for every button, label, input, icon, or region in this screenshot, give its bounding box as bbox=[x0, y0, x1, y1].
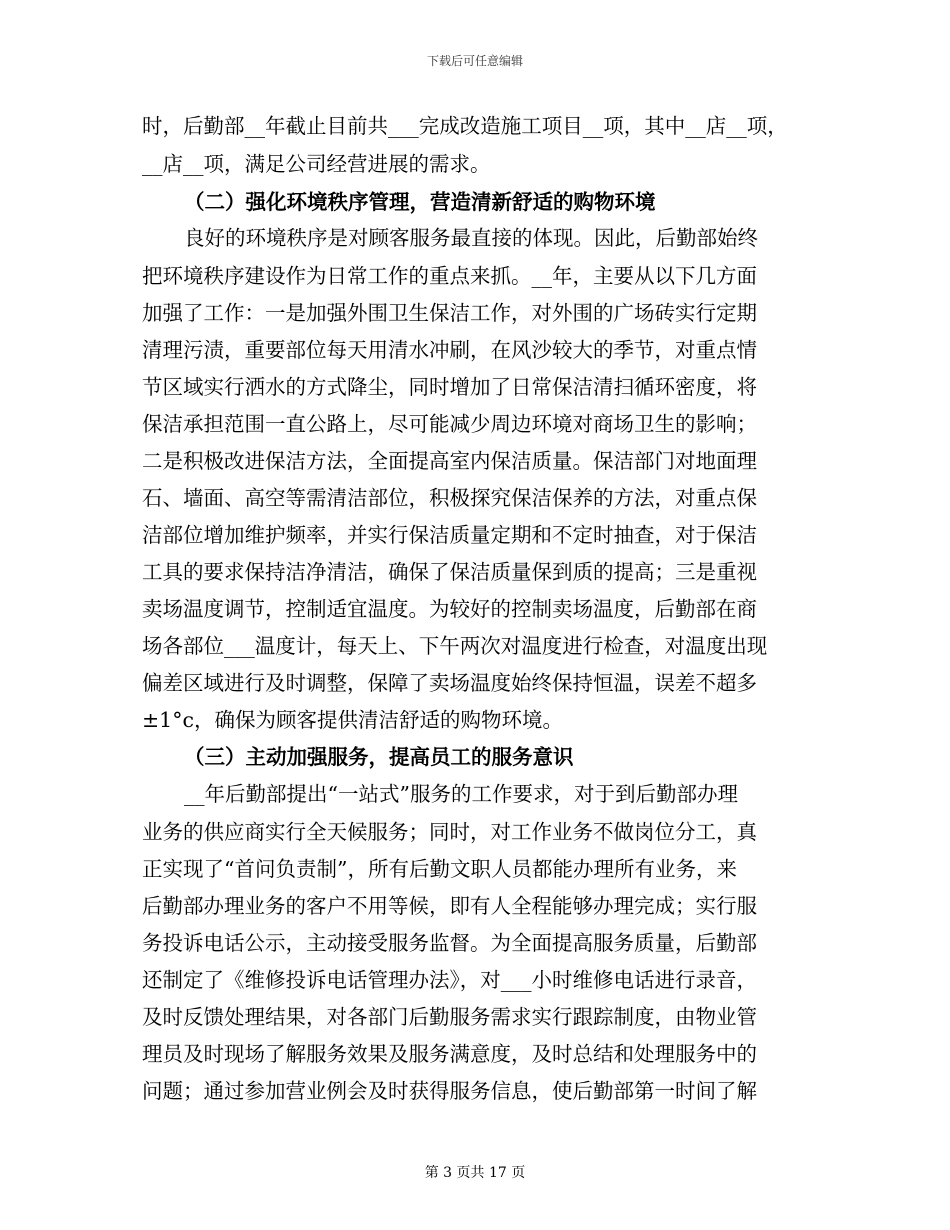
paragraph-line: 偏差区域进行及时调整，保障了卖场温度始终保持恒温，误差不超多 bbox=[142, 671, 757, 695]
section-heading: （三）主动加强服务，提高员工的服务意识 bbox=[184, 745, 574, 769]
paragraph-line: 卖场温度调节，控制适宜温度。为较好的控制卖场温度，后勤部在商 bbox=[142, 597, 757, 621]
paragraph-line: 时，后勤部__年截止目前共___完成改造施工项目__项，其中__店__项， bbox=[142, 114, 788, 138]
paragraph-line: 加强了工作：一是加强外围卫生保洁工作，对外围的广场砖实行定期 bbox=[142, 301, 757, 325]
paragraph-line: 还制定了《维修投诉电话管理办法》，对___小时维修电话进行录音， bbox=[142, 968, 757, 992]
paragraph-line: 节区域实行洒水的方式降尘，同时增加了日常保洁清扫循环密度，将 bbox=[142, 375, 757, 399]
paragraph-line: 二是积极改进保洁方法，全面提高室内保洁质量。保洁部门对地面理 bbox=[142, 449, 757, 473]
paragraph-line: 把环境秩序建设作为日常工作的重点来抓。__年，主要从以下几方面 bbox=[142, 264, 757, 288]
paragraph-line: 问题；通过参加营业例会及时获得服务信息，使后勤部第一时间了解 bbox=[142, 1079, 757, 1103]
paragraph-line: 工具的要求保持洁净清洁，确保了保洁质量保到质的提高；三是重视 bbox=[142, 560, 757, 584]
paragraph-line: 理员及时现场了解服务效果及服务满意度，及时总结和处理服务中的 bbox=[142, 1042, 757, 1066]
page-header-note: 下载后可任意编辑 bbox=[426, 54, 523, 68]
paragraph-line: __店__项，满足公司经营进展的需求。 bbox=[142, 152, 491, 176]
paragraph-line: 正实现了“首问负责制”，所有后勤文职人员都能办理所有业务，来 bbox=[142, 857, 737, 881]
paragraph-line: 场各部位___温度计，每天上、下午两次对温度进行检查，对温度出现 bbox=[142, 634, 768, 658]
paragraph-line: 清理污渍，重要部位每天用清水冲刷，在风沙较大的季节，对重点情 bbox=[142, 338, 757, 362]
paragraph-line: 石、墙面、高空等需清洁部位，积极探究保洁保养的方法，对重点保 bbox=[142, 486, 757, 510]
paragraph-line: __年后勤部提出“一站式”服务的工作要求，对于到后勤部办理 bbox=[184, 782, 738, 806]
paragraph-line: 洁部位增加维护频率，并实行保洁质量定期和不定时抽查，对于保洁 bbox=[142, 523, 757, 547]
paragraph-line: 良好的环境秩序是对顾客服务最直接的体现。因此，后勤部始终 bbox=[184, 226, 758, 250]
paragraph-line: 务投诉电话公示，主动接受服务监督。为全面提高服务质量，后勤部 bbox=[142, 931, 757, 955]
page-number: 第 3 页共 17 页 bbox=[424, 1165, 526, 1181]
paragraph-line: 及时反馈处理结果，对各部门后勤服务需求实行跟踪制度，由物业管 bbox=[142, 1005, 757, 1029]
paragraph-line: ±1°c，确保为顾客提供清洁舒适的购物环境。 bbox=[142, 708, 563, 732]
paragraph-line: 保洁承担范围一直公路上，尽可能减少周边环境对商场卫生的影响； bbox=[142, 412, 757, 436]
paragraph-line: 业务的供应商实行全天候服务；同时，对工作业务不做岗位分工，真 bbox=[142, 820, 757, 844]
paragraph-line: 后勤部办理业务的客户不用等候，即有人全程能够办理完成；实行服 bbox=[142, 894, 757, 918]
section-heading: （二）强化环境秩序管理，营造清新舒适的购物环境 bbox=[184, 190, 656, 214]
